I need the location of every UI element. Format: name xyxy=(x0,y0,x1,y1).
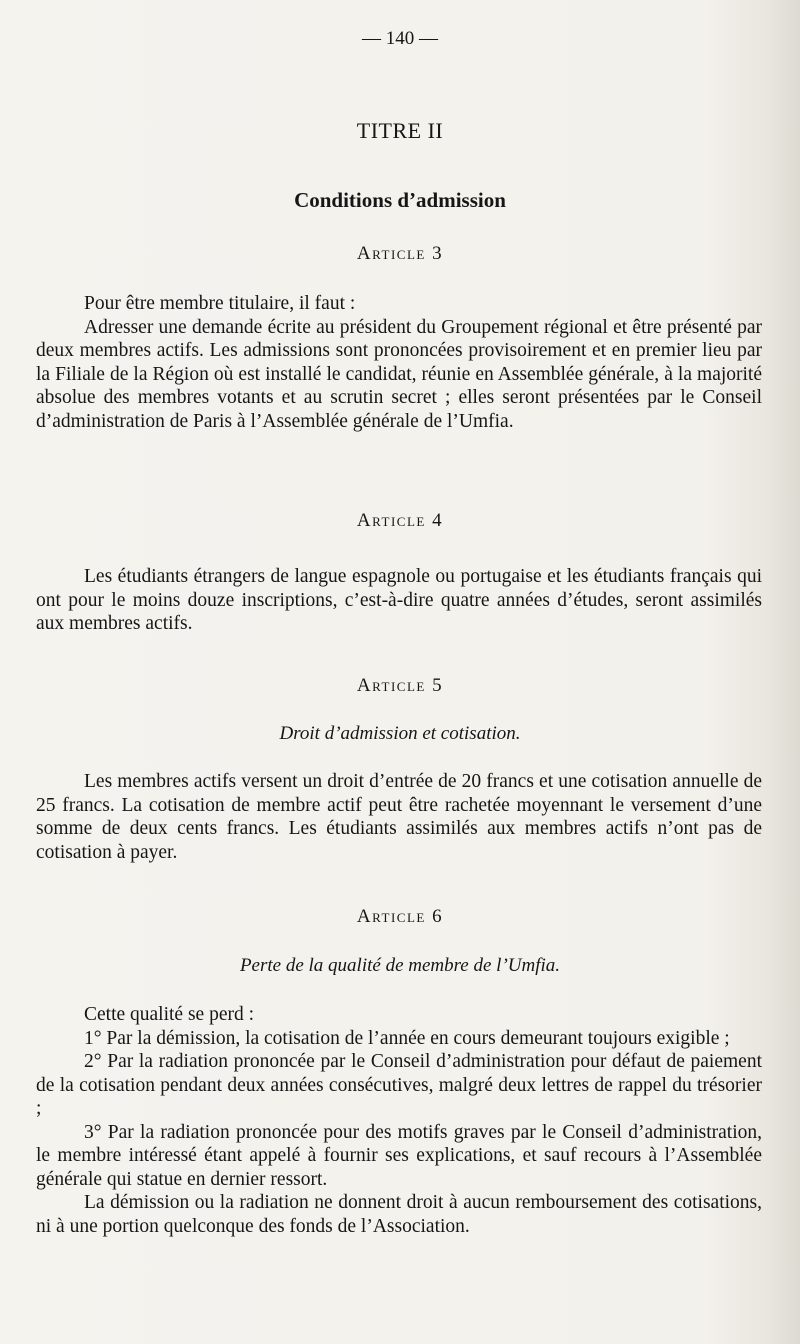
article-6-paragraph: 1° Par la démission, la cotisation de l’année en cours demeurant toujours exigible ; xyxy=(84,1027,730,1049)
article-3-heading: Article 3 xyxy=(356,243,444,264)
article-6-paragraph: 2° Par la radiation prononcée par le Conseil d’administration pour défaut de paiement de la cotisation pendant deux années consécutives, malgré deux lettres de rappel du trésorier ; xyxy=(36,1051,762,1119)
article-3-paragraph: Adresser une demande écrite au président du Groupement régional et être présenté par deux membres actifs. Les admissions sont prononcées provisoirement et en premier lieu par la Filiale de la Région où est installé le candidat, réunie en Assemblée générale, à la majorité absolue des membres votants et au scrutin secret ; elles seront présentées par le Conseil d’administration de Paris à l’Assemblée générale de l’Umfia. xyxy=(36,316,762,432)
article-6-paragraph: La démission ou la radiation ne donnent droit à aucun remboursement des cotisations, ni à une portion quelconque des fonds de l’Association. xyxy=(36,1192,762,1237)
article-6-paragraph: 3° Par la radiation prononcée pour des motifs graves par le Conseil d’administration, le membre intéressé étant appelé à fournir ses explications, et sauf recours à l’Assemblée générale qui statue en dernier ressort. xyxy=(36,1121,762,1190)
section-title: TITRE II xyxy=(356,118,444,143)
page-number: — 140 — xyxy=(362,28,438,49)
article-3-paragraph: Pour être membre titulaire, il faut : xyxy=(84,293,356,314)
article-5-body xyxy=(36,770,762,864)
article-3-body xyxy=(36,292,762,433)
section-subtitle: Conditions d’admission xyxy=(294,188,506,212)
article-6-body xyxy=(36,1003,762,1238)
article-4-paragraph: Les étudiants étrangers de langue espagnole ou portugaise et les étudiants français qui ont pour le moins douze inscriptions, c’est-à-dire quatre années d’études, seront assimilés aux membres actifs. xyxy=(36,566,762,634)
article-6-subheading: Perte de la qualité de membre de l’Umfia. xyxy=(239,955,561,976)
article-5-subheading: Droit d’admission et cotisation. xyxy=(279,723,521,744)
article-5-heading: Article 5 xyxy=(356,675,444,696)
article-5-paragraph: Les membres actifs versent un droit d’entrée de 20 francs et une cotisation annuelle de 25 francs. La cotisation de membre actif peut être rachetée moyennant le versement d’une somme de deux cents francs. Les étudiants assimilés aux membres actifs n’ont pas de cotisation à payer. xyxy=(36,771,762,863)
article-4-body xyxy=(36,565,762,636)
article-6-paragraph: Cette qualité se perd : xyxy=(84,1004,255,1025)
article-6-heading: Article 6 xyxy=(356,906,444,927)
article-4-heading: Article 4 xyxy=(356,510,444,531)
